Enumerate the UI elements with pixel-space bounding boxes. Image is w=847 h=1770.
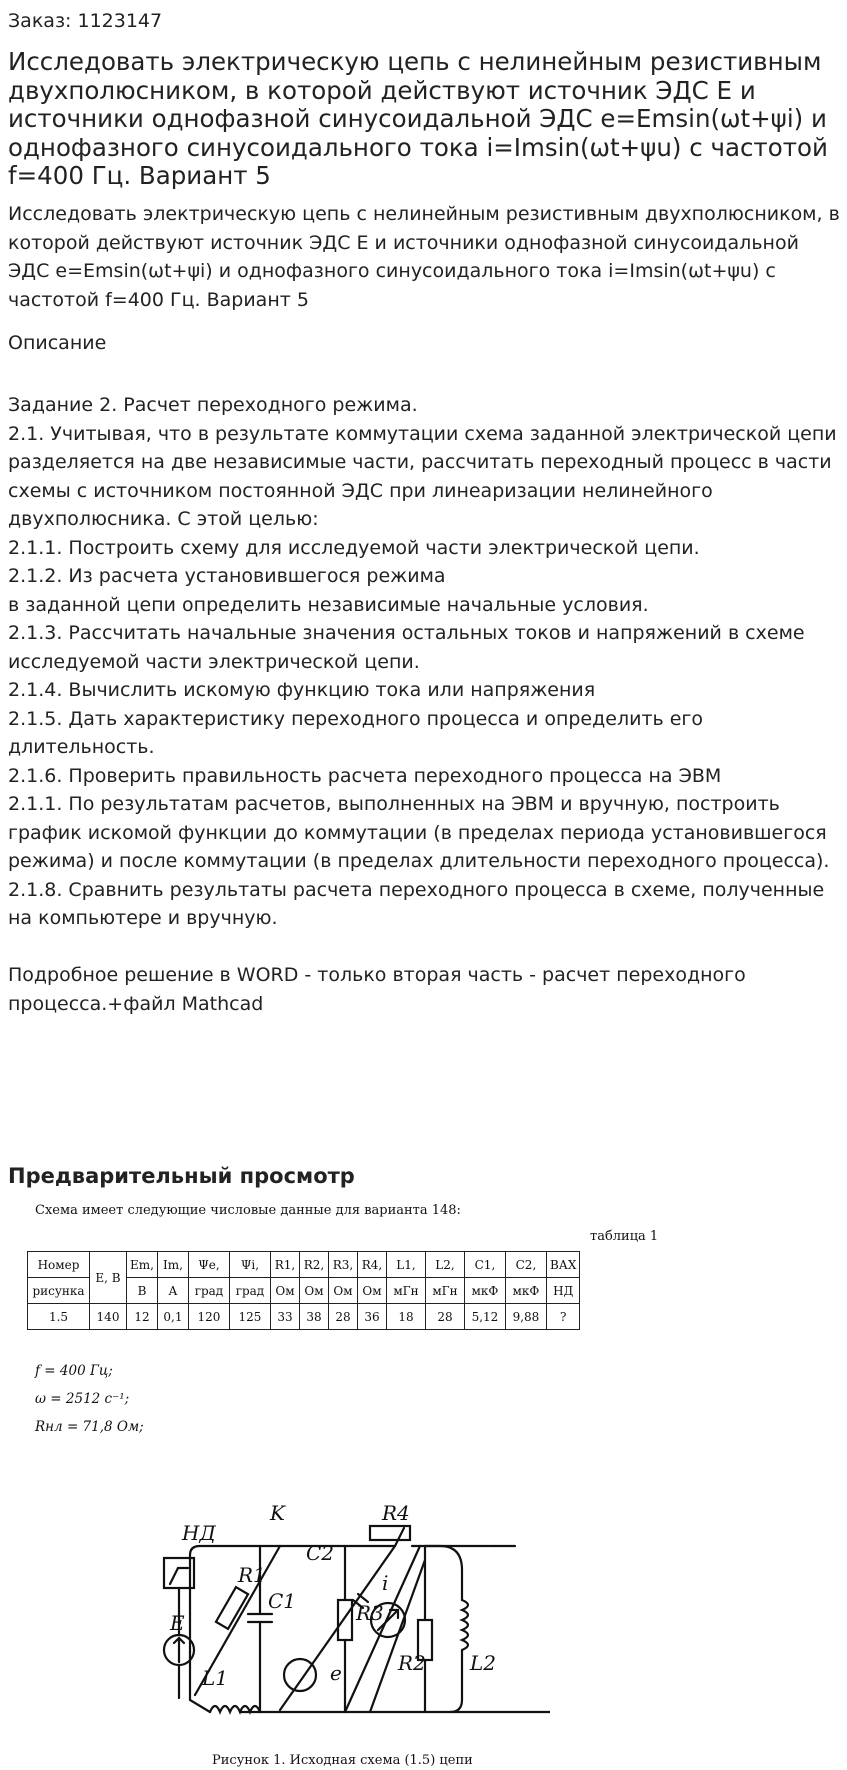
table-cell: 5,12 bbox=[464, 1304, 505, 1330]
table-cell: ? bbox=[546, 1304, 579, 1330]
label-r1: R1 bbox=[238, 1563, 266, 1587]
table-row bbox=[28, 1304, 580, 1330]
order-number: Заказ: 1123147 bbox=[8, 10, 163, 32]
label-e-ac: e bbox=[330, 1661, 342, 1685]
preview-heading: Предварительный просмотр bbox=[8, 1164, 355, 1188]
table-header-cell: C1, bbox=[464, 1252, 505, 1278]
label-l1: L1 bbox=[202, 1666, 229, 1690]
table-header-row bbox=[28, 1252, 580, 1278]
circuit-diagram bbox=[150, 1470, 550, 1740]
label-nd: НД bbox=[182, 1521, 216, 1545]
table-cell: 140 bbox=[90, 1304, 127, 1330]
description-line: 2.1.3. Рассчитать начальные значения остальных токов и напряжений в схеме bbox=[8, 622, 805, 644]
table-cell: 28 bbox=[425, 1304, 464, 1330]
table-header-cell: мГн bbox=[425, 1278, 464, 1304]
page-title: Исследовать электрическую цепь с нелинейным резистивным двухполюсником, в которой действуют источник ЭДС E и источники однофазной синусоидальной ЭДС e=Emsin(ωt+ψi) и однофазного синусоидального тока i=Imsin(ωt+ψu) с частотой f=400 Гц. Вариант 5 bbox=[8, 47, 828, 190]
description-line: длительность. bbox=[8, 736, 155, 758]
description-line: Задание 2. Расчет переходного режима. bbox=[8, 394, 418, 416]
table-header-cell: L2, bbox=[425, 1252, 464, 1278]
parameters-table bbox=[27, 1251, 580, 1330]
formula-frequency: f = 400 Гц; bbox=[35, 1363, 113, 1379]
label-l2: L2 bbox=[470, 1651, 497, 1675]
nl-curve bbox=[170, 1568, 188, 1584]
description-body bbox=[8, 391, 847, 1018]
table-header-cell: мкФ bbox=[464, 1278, 505, 1304]
label-r2: R2 bbox=[398, 1651, 426, 1675]
table-header-cell: Ом bbox=[357, 1278, 386, 1304]
document-preview bbox=[0, 1195, 847, 1770]
table-header-cell: Ψe, bbox=[188, 1252, 229, 1278]
label-r4: R4 bbox=[382, 1501, 410, 1525]
description-line: 2.1.5. Дать характеристику переходного процесса и определить его bbox=[8, 707, 704, 730]
table-cell: 12 bbox=[127, 1304, 158, 1330]
label-r3: R3 bbox=[356, 1601, 384, 1625]
table-header-cell: Номер bbox=[28, 1252, 90, 1278]
description-line: схемы с источником постоянной ЭДС при линеаризации нелинейного bbox=[8, 479, 713, 502]
table-header-cell: рисунка bbox=[28, 1278, 90, 1304]
source-e-ac bbox=[284, 1659, 316, 1691]
description-line: 2.1.8. Сравнить результаты расчета переходного процесса в схеме, полученные bbox=[8, 878, 825, 901]
description-footer-line: процесса.+файл Mathcad bbox=[8, 992, 264, 1015]
table-header-cell: L1, bbox=[386, 1252, 425, 1278]
description-line: в заданной цепи определить независимые начальные условия. bbox=[8, 593, 649, 616]
table-header-cell: Im, bbox=[157, 1252, 188, 1278]
table-header-cell: R1, bbox=[270, 1252, 299, 1278]
description-line: разделяется на две независимые части, рассчитать переходный процесс в части bbox=[8, 451, 832, 473]
coil-l2 bbox=[462, 1600, 468, 1650]
formula-omega: ω = 2512 с⁻¹; bbox=[35, 1391, 130, 1407]
preview-intro: Схема имеет следующие числовые данные для варианта 148: bbox=[35, 1203, 461, 1218]
table-header-cell: град bbox=[188, 1278, 229, 1304]
wire bbox=[190, 1605, 210, 1712]
description-line: на компьютере и вручную. bbox=[8, 907, 278, 929]
wire bbox=[190, 1546, 280, 1605]
table-header-cell: Ом bbox=[299, 1278, 328, 1304]
resistor-r3 bbox=[338, 1600, 352, 1640]
figure-caption: Рисунок 1. Исходная схема (1.5) цепи bbox=[212, 1753, 473, 1768]
table-header-cell: C2, bbox=[505, 1252, 546, 1278]
label-c1: C1 bbox=[268, 1589, 297, 1613]
table-header-cell: НД bbox=[546, 1278, 579, 1304]
table-cell: 36 bbox=[357, 1304, 386, 1330]
table-header-cell: R3, bbox=[328, 1252, 357, 1278]
table-cell: 33 bbox=[270, 1304, 299, 1330]
table-header-cell: град bbox=[229, 1278, 270, 1304]
table-header-cell: Em, bbox=[127, 1252, 158, 1278]
table-header-cell: мкФ bbox=[505, 1278, 546, 1304]
table-caption: таблица 1 bbox=[590, 1229, 659, 1244]
table-cell: 38 bbox=[299, 1304, 328, 1330]
table-cell: 0,1 bbox=[157, 1304, 188, 1330]
label-e: E bbox=[170, 1611, 185, 1635]
description-heading: Описание bbox=[8, 332, 107, 354]
table-header-cell: Ψi, bbox=[229, 1252, 270, 1278]
label-c2: C2 bbox=[306, 1541, 335, 1565]
table-cell: 120 bbox=[188, 1304, 229, 1330]
switch-k bbox=[395, 1528, 404, 1546]
table-cell: 125 bbox=[229, 1304, 270, 1330]
description-line: исследуемой части электрической цепи. bbox=[8, 650, 420, 673]
formula-rnl: Rнл = 71,8 Ом; bbox=[35, 1419, 144, 1435]
description-footer-line: Подробное решение в WORD - только вторая часть - расчет переходного bbox=[8, 964, 746, 986]
table-header-cell: В bbox=[127, 1278, 158, 1304]
table-header-cell: Ом bbox=[270, 1278, 299, 1304]
description-line: 2.1. Учитывая, что в результате коммутации схема заданной электрической цепи bbox=[8, 422, 837, 445]
description-line: 2.1.2. Из расчета установившегося режима bbox=[8, 565, 446, 587]
table-cell: 9,88 bbox=[505, 1304, 546, 1330]
label-i: i bbox=[382, 1571, 389, 1595]
formulas bbox=[35, 1357, 144, 1441]
table-header-cell: R4, bbox=[357, 1252, 386, 1278]
table-header-cell: E, В bbox=[90, 1252, 127, 1304]
resistor-r1 bbox=[216, 1587, 248, 1629]
summary-text: Исследовать электрическую цепь с нелинейным резистивным двухполюсником, в которой действуют источник ЭДС E и источники однофазной синусоидальной ЭДС e=Emsin(ωt+ψi) и однофазного синусоидального тока i=Imsin(ωt+ψu) с частотой f=400 Гц. Вариант 5 bbox=[8, 203, 840, 311]
table-cell: 18 bbox=[386, 1304, 425, 1330]
description-line: 2.1.1. По результатам расчетов, выполненных на ЭВМ и вручную, построить bbox=[8, 793, 780, 815]
table-header-cell: мГн bbox=[386, 1278, 425, 1304]
description-line: график искомой функции до коммутации (в пределах периода установившегося bbox=[8, 821, 827, 844]
description-line: 2.1.1. Построить схему для исследуемой части электрической цепи. bbox=[8, 536, 700, 559]
table-cell: 1.5 bbox=[28, 1304, 90, 1330]
table-header-cell: ВАХ bbox=[546, 1252, 579, 1278]
table-header-cell: Ом bbox=[328, 1278, 357, 1304]
table-header-cell: А bbox=[157, 1278, 188, 1304]
table-cell: 28 bbox=[328, 1304, 357, 1330]
table-header-cell: R2, bbox=[299, 1252, 328, 1278]
label-k: K bbox=[270, 1501, 285, 1525]
description-line: режима) и после коммутации (в пределах длительности переходного процесса). bbox=[8, 850, 830, 872]
description-line: 2.1.6. Проверить правильность расчета переходного процесса на ЭВМ bbox=[8, 764, 722, 787]
description-line: двухполюсника. С этой целью: bbox=[8, 508, 319, 530]
description-line: 2.1.4. Вычислить искомую функцию тока или напряжения bbox=[8, 679, 596, 701]
